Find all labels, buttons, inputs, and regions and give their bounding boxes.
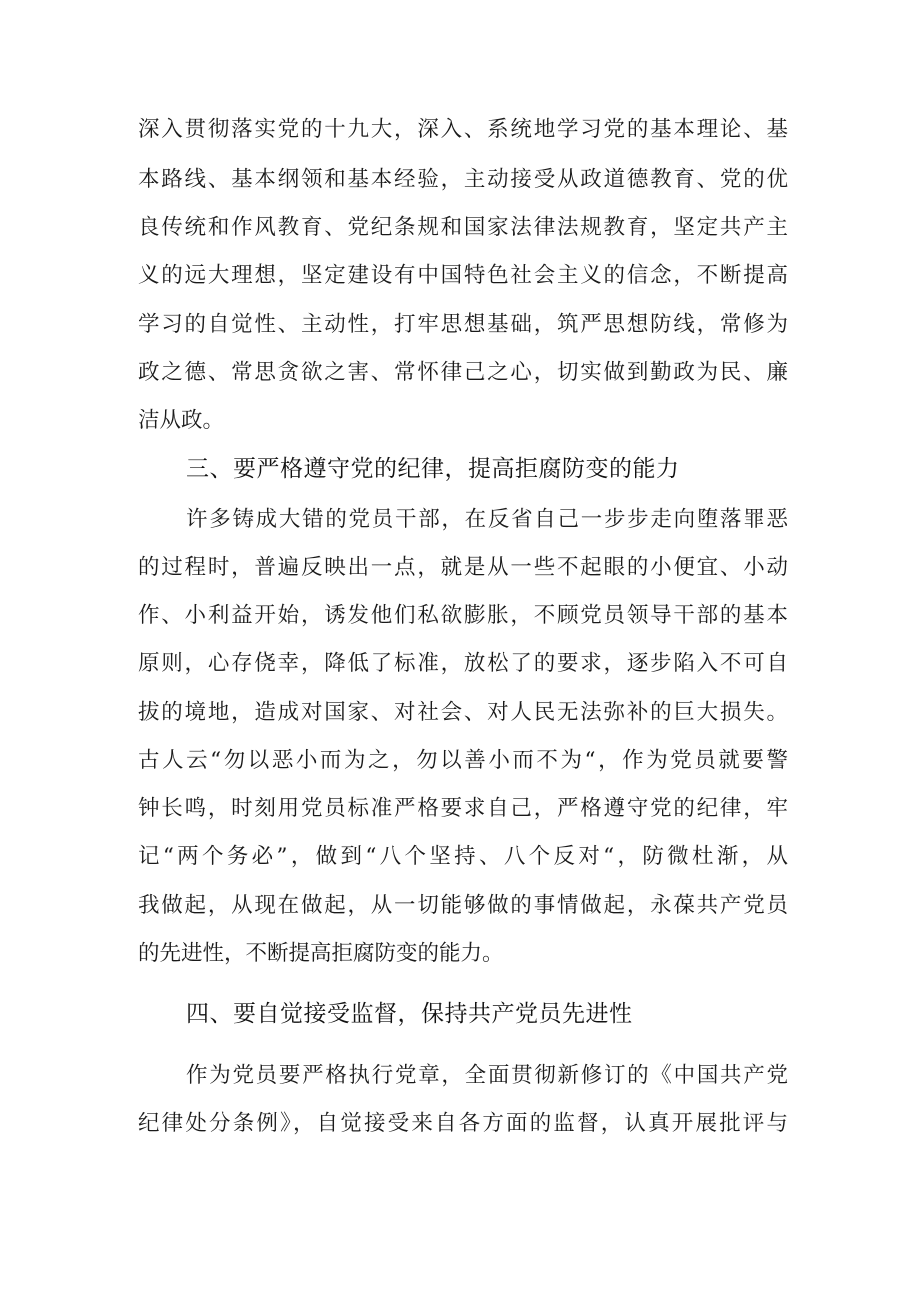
text-line: 学习的自觉性、主动性，打牢思想基础，筑严思想防线，常修为	[138, 312, 788, 337]
text-line: 拔的境地，造成对国家、对社会、对人民无法弥补的巨大损失。	[138, 700, 788, 725]
section-heading-4: 四、要自觉接受监督，保持共产党员先进性	[186, 1001, 633, 1027]
text-line: 义的远大理想，坚定建设有中国特色社会主义的信念，不断提高	[138, 263, 788, 288]
text-line: 作为党员要严格执行党章，全面贯彻新修订的《中国共产党	[186, 1063, 788, 1088]
text-line: 我做起，从现在做起，从一切能够做的事情做起，永葆共产党员	[138, 893, 788, 918]
text-line: 作、小利益开始，诱发他们私欲膨胀，不顾党员领导干部的基本	[138, 603, 788, 628]
text-line: 良传统和作风教育、党纪条规和国家法律法规教育，坚定共产主	[138, 215, 788, 240]
text-line: 政之德、常思贪欲之害、常怀律己之心，切实做到勤政为民、廉	[138, 360, 788, 385]
text-line: 钟长鸣，时刻用党员标准严格要求自己，严格遵守党的纪律，牢	[138, 796, 788, 821]
text-line: 原则，心存侥幸，降低了标准，放松了的要求，逐步陷入不可自	[138, 651, 788, 676]
text-line: 纪律处分条例》，自觉接受来自各方面的监督，认真开展批评与	[138, 1111, 788, 1136]
text-line: 洁从政。	[138, 408, 225, 433]
section-heading-3: 三、要严格遵守党的纪律，提高拒腐防变的能力	[186, 456, 680, 482]
text-line: 的先进性，不断提高拒腐防变的能力。	[138, 941, 504, 966]
text-line: 古人云“勿以恶小而为之，勿以善小而不为“，作为党员就要警	[138, 748, 788, 773]
text-line: 的过程时，普遍反映出一点，就是从一些不起眼的小便宜、小动	[138, 555, 788, 580]
text-line: 本路线、基本纲领和基本经验，主动接受从政道德教育、党的优	[138, 167, 788, 192]
text-line: 深入贯彻落实党的十九大，深入、系统地学习党的基本理论、基	[138, 117, 788, 142]
text-line: 许多铸成大错的党员干部，在反省自己一步步走向堕落罪恶	[186, 507, 788, 532]
text-line: 记“两个务必”，做到“八个坚持、八个反对“，防微杜渐，从	[138, 844, 788, 869]
